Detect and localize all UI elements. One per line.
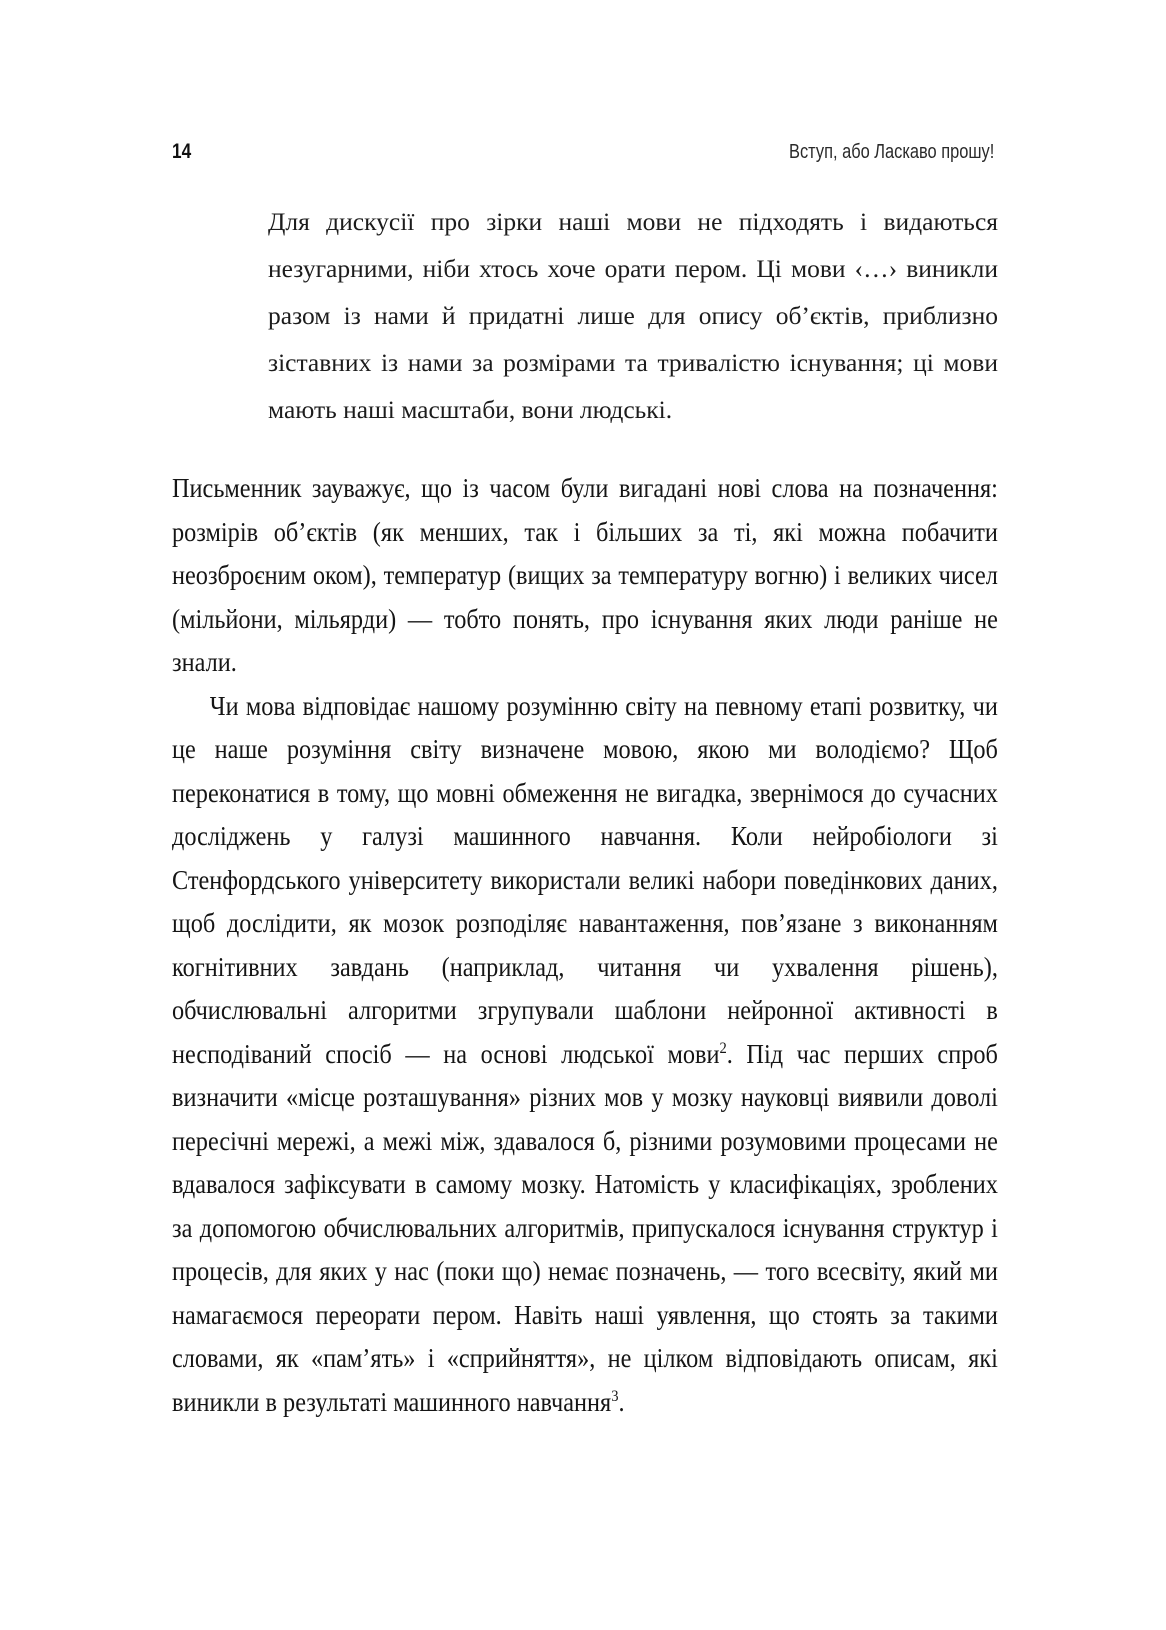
- blockquote-extract: [172, 198, 998, 433]
- body-paragraph-2: [172, 685, 998, 1425]
- page-number: 14: [172, 140, 192, 163]
- footnote-marker-2[interactable]: 2: [719, 1038, 727, 1057]
- running-head-title: Вступ, або Ласкаво прошу!: [788, 141, 994, 163]
- paragraph-2-segment-3: .: [618, 1386, 625, 1417]
- running-header: [172, 140, 994, 164]
- paragraph-2-segment-1: Чи мова відповідає нашому розумінню світу на певному етапі розвитку, чи це наше розуміння світу визначене мовою, якою ми володіємо? Щоб переконатися в тому, що мовні обмеження не вигадка, звернімося до сучасних досліджень у галузі машинного навчання. Коли нейробіологи зі Стенфордського університету використали великі набори поведінкових даних, щоб дослідити, як мозок розподіляє навантаження, пов’язане з виконанням когнітивних завдань (наприклад, читання чи ухвалення рішень), обчислювальні алгоритми згрупували шаблони нейронної активності в несподіваний спосіб — на основі людської мови: [172, 690, 998, 1069]
- text-block: [172, 198, 998, 1424]
- blockquote-text: Для дискусії про зірки наші мови не підходять і видаються незугарними, ніби хтось хоче орати пером. Ці мови ‹…› виникли разом із нами й придатні лише для опису об’єктів, приблизно зіставних із нами за розмірами та тривалістю існування; ці мови мають наші масштаби, вони людські.: [268, 207, 998, 424]
- footnote-marker-3[interactable]: 3: [611, 1386, 619, 1405]
- paragraph-2-segment-2: . Під час перших спроб визначити «місце розташування» різних мов у мозку науковці виявили доволі пересічні мережі, а межі між, здавалося б, різними розумовими процесами не вдавалося зафіксувати в самому мозку. Натомість у класифікаціях, зроблених за допомогою обчислювальних алгоритмів, припускалося існування структур і процесів, для яких у нас (поки що) немає позначень, — того всесвіту, який ми намагаємося переорати пером. Навіть наші уявлення, що стоять за такими словами, як «пам’ять» і «сприйняття», не цілком відповідають описам, які виникли в результаті машинного навчання: [172, 1038, 998, 1417]
- body-paragraph-1: Письменник зауважує, що із часом були вигадані нові слова на позначення: розмірів об’єктів (як менших, так і більших за ті, які можна побачити неозброєним оком), температур (вищих за температуру вогню) і великих чисел (мільйони, мільярди) — тобто понять, про існування яких люди раніше не знали.: [172, 473, 998, 677]
